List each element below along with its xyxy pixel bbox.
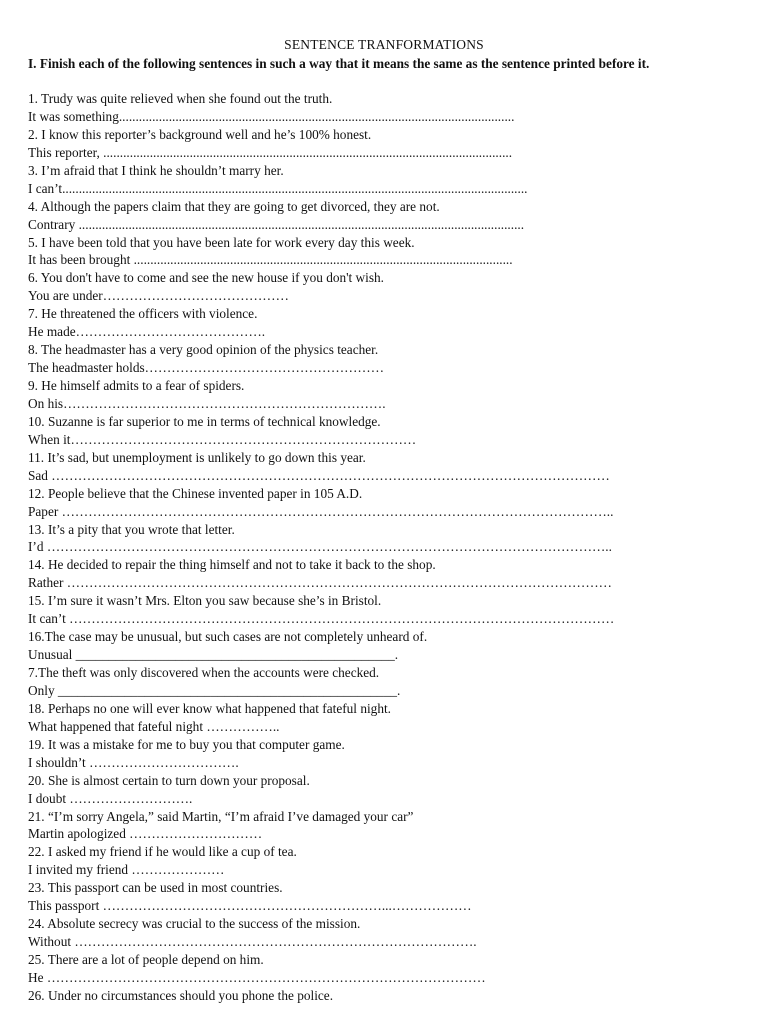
exercise-prompt: 7.The theft was only discovered when the accounts were checked.	[28, 665, 380, 680]
exercise-prompt: 10. Suzanne is far superior to me in terms of technical knowledge.	[28, 413, 381, 429]
exercise-prompt: 14. He decided to repair the thing himself and not to take it back to the shop.	[28, 557, 436, 573]
answer-line: What happened that fateful night ……………..	[28, 718, 280, 734]
answer-line: On his……………………………………………………………….	[28, 395, 386, 411]
answer-line: Sad ………………………………………………………………………………………………………………	[28, 467, 610, 483]
exercise-prompt: 9. He himself admits to a fear of spiders.	[28, 378, 245, 393]
answer-line: It was something.......................................................................................................................	[28, 108, 515, 124]
answer-line: He ………………………………………………………………………………………	[28, 969, 486, 985]
exercise-prompt: 15. I’m sure it wasn’t Mrs. Elton you saw because she’s in Bristol.	[28, 593, 382, 609]
exercise-prompt: 5. I have been told that you have been late for work every day this week.	[28, 234, 415, 250]
answer-line: Rather ……………………………………………………………………………………………………………	[28, 575, 612, 591]
answer-line: He made…………………………………….	[28, 324, 266, 340]
exercise-prompt: 2. I know this reporter’s background well and he’s 100% honest.	[28, 126, 372, 142]
exercise-prompt: 18. Perhaps no one will ever know what happened that fateful night.	[28, 700, 391, 716]
page-title: SENTENCE TRANFORMATIONS	[284, 37, 484, 52]
exercise-prompt: 11. It’s sad, but unemployment is unlikely to go down this year.	[28, 449, 366, 465]
answer-line: Paper ……………………………………………………………………………………………………………..	[28, 503, 614, 519]
answer-line: I doubt ……………………….	[28, 790, 193, 806]
exercise-prompt: 16.The case may be unusual, but such cases are not completely unheard of.	[28, 629, 428, 645]
exercise-prompt: 24. Absolute secrecy was crucial to the success of the mission.	[28, 916, 361, 932]
exercise-prompt: 3. I’m afraid that I think he shouldn’t marry her.	[28, 162, 284, 178]
exercise-prompt: 20. She is almost certain to turn down your proposal.	[28, 772, 310, 788]
answer-line: When it……………………………………………………………………	[28, 431, 417, 447]
answer-line: It can’t ……………………………………………………………………………………………………………	[28, 611, 615, 627]
exercise-prompt: 19. It was a mistake for me to buy you that computer game.	[28, 736, 345, 752]
answer-line: Only ___________________________________________________.	[28, 682, 401, 698]
answer-line: Unusual ________________________________________________.	[28, 647, 399, 663]
instructions: I. Finish each of the following sentences in such a way that it means the same as the sentence printed before it.	[28, 56, 650, 71]
exercise-prompt: 1. Trudy was quite relieved when she found out the truth.	[28, 91, 333, 106]
exercise-prompt: 12. People believe that the Chinese invented paper in 105 A.D.	[28, 485, 363, 501]
answer-line: Martin apologized …………………………	[28, 826, 263, 842]
exercise-prompt: 21. “I’m sorry Angela,” said Martin, “I’m afraid I’ve damaged your car”	[28, 808, 414, 824]
answer-line: This passport ………………………………………………………...………………	[28, 898, 472, 914]
answer-line: Contrary ......................................................................................................................................	[28, 216, 525, 232]
exercise-prompt: 26. Under no circumstances should you phone the police.	[28, 987, 334, 1003]
exercise-prompt: 23. This passport can be used in most countries.	[28, 880, 283, 896]
answer-line: It has been brought ..................................................................................................................	[28, 252, 513, 268]
exercise-prompt: 8. The headmaster has a very good opinion of the physics teacher.	[28, 342, 379, 358]
exercise-prompt: 25. There are a lot of people depend on him.	[28, 952, 264, 967]
answer-line: I’d ………………………………………………………………………………………………………………..	[28, 539, 612, 555]
exercise-prompt: 22. I asked my friend if he would like a cup of tea.	[28, 844, 297, 860]
answer-line: You are under……………………………………	[28, 288, 289, 304]
answer-line: The headmaster holds………………………………………………	[28, 360, 385, 376]
answer-line: Without ……………………………………………………………………………….	[28, 934, 477, 950]
answer-line: This reporter, ...........................................................................................................................	[28, 144, 513, 160]
exercise-prompt: 13. It’s a pity that you wrote that letter.	[28, 521, 235, 537]
answer-line: I shouldn’t …………………………….	[28, 754, 239, 770]
answer-line: I can’t............................................................................................................................................	[28, 180, 528, 196]
exercise-prompt: 6. You don't have to come and see the new house if you don't wish.	[28, 270, 385, 286]
exercise-prompt: 7. He threatened the officers with violence.	[28, 306, 258, 322]
answer-line: I invited my friend …………………	[28, 862, 225, 878]
exercise-prompt: 4. Although the papers claim that they are going to get divorced, they are not.	[28, 198, 440, 214]
exercise-list	[28, 90, 748, 1005]
